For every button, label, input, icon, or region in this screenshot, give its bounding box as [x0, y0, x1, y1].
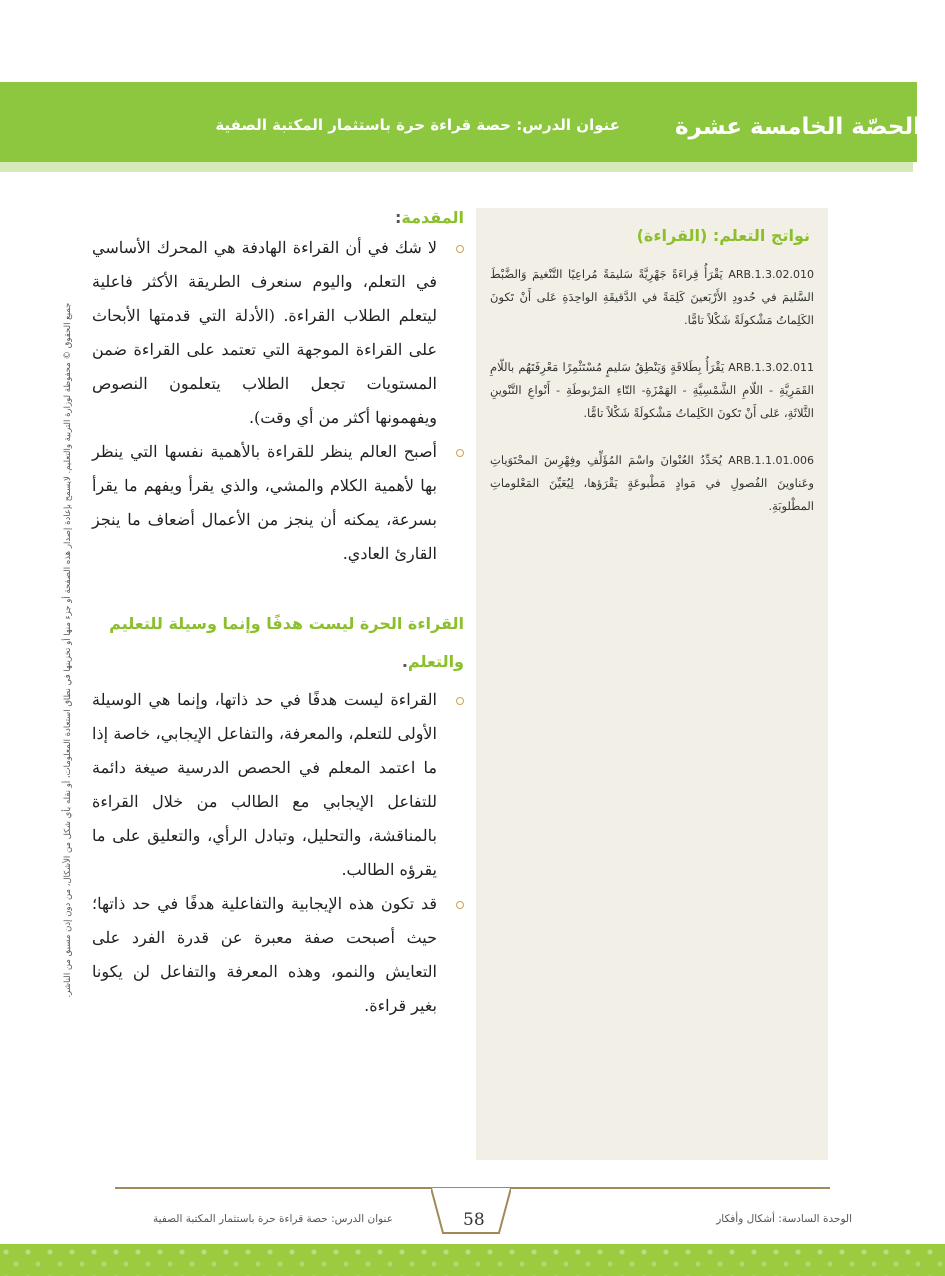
- lesson-number: الحصّة الخامسة عشرة: [674, 114, 921, 140]
- main-content: [92, 208, 464, 1023]
- section2-heading: [92, 605, 464, 681]
- intro-heading-punct: :: [395, 208, 402, 227]
- bullet-text: لا شك في أن القراءة الهادفة هي المحرك الأساسي في التعلم، واليوم سنعرف الطريقة الأكثر فاعلية ليتعلم الطلاب القراءة. (الأدلة التي قدمتها الأبحاث على القراءة الموجهة التي تعتمد على القراءة ضمن المستويات تجعل الطلاب يتعلمون النصوص ويفهمونها أكثر من أي وقت).: [92, 238, 437, 427]
- bullet-icon: [456, 449, 464, 457]
- outcome-code: ARB.1.3.02.010: [728, 268, 815, 281]
- outcome-code: ARB.1.3.02.011: [728, 361, 814, 374]
- bullet-text: أصبح العالم ينظر للقراءة بالأهمية نفسها التي ينظر بها لأهمية الكلام والمشي، والذي يقرأ ويفهم ما يقرأ بسرعة، يمكنه أن ينجز من الأعمال أضعاف ما ينجز القارئ العادي.: [92, 442, 437, 563]
- bullet-icon: [456, 697, 464, 705]
- outcome-item: [490, 449, 814, 518]
- outcome-code: ARB.1.1.01.006: [728, 454, 814, 467]
- bullet-text: القراءة ليست هدفًا في حد ذاتها، وإنما هي الوسيلة الأولى للتعلم، والمعرفة، والتفاعل الإيجابي، خاصة إذا ما اعتمد المعلم في الحصص الدرسية صيغة دائمة للتفاعل الإيجابي مع الطالب من خلال القراءة بالمناقشة، والتحليل، وتبادل الرأي، والتعليق على ما يقرؤه الطالب.: [92, 690, 437, 879]
- learning-outcomes-box: [476, 208, 828, 1160]
- outcome-text: يَقْرَأُ قِراءَةً جَهْرِيَّةً سَليمَةً مُراعِيًا التَّنْغيمَ وَالضَّبْطَ السَّليمَ في حُدودِ الأَرْبَعينَ كَلِمَةً في الدَّقيقَةِ الواحِدَةِ عَلى أَنْ تَكونَ الكَلِماتُ مَشْكولَةً شَكْلاً تامًّا.: [490, 267, 814, 327]
- outcome-item: [490, 263, 814, 332]
- bullet-icon: [456, 245, 464, 253]
- intro-heading-text: المقدمة: [401, 208, 464, 227]
- outcome-text: يُحَدِّدُ العُنْوانَ واسْمَ المُؤَلِّفِ وفِهْرِسَ المحْتَوَياتِ وعَناوينَ الفُصولِ في مَوادٍ مَطْبوعَةٍ يَقْرَؤها، لِيُعَيِّنَ المَعْلوماتِ المطْلوبَةِ.: [490, 453, 814, 513]
- section2-heading-text: القراءة الحرة ليست هدفًا وإنما وسيلة للتعليم والتعلم: [109, 614, 464, 671]
- footer-unit-title: الوحدة السادسة: أشكال وأفكار: [716, 1213, 852, 1225]
- intro-heading: [92, 208, 464, 227]
- learning-outcomes-title: نواتج التعلم: (القراءة): [636, 226, 810, 245]
- intro-bullets: [92, 231, 464, 571]
- list-item: [92, 887, 464, 1023]
- list-item: [92, 231, 464, 435]
- footer-lesson-title: عنوان الدرس: حصة قراءة حرة باستثمار المكتبة الصفية: [153, 1213, 393, 1225]
- section2-bullets: [92, 683, 464, 1023]
- bottom-decorative-band: [0, 1244, 945, 1276]
- copyright-notice: [58, 290, 78, 1010]
- outcome-text: يَقْرَأُ بِطَلاقَةٍ وَيَنْطِقُ سَليمٍ مُسْتَثْمِرًا مَعْرِفَتَهُم باللّامِ القَمَرِيَّةِ - اللّامِ الشَّمْسِيَّةِ - الهَمْزَةِ- التّاءِ المَرْبوطَةِ - أَنْواعِ التَّنْوينِ الثَّلاثَةِ، عَلى أَنْ تَكونَ الكَلِماتُ مَشْكولَةً شَكْلاً تامًّا.: [490, 360, 814, 420]
- list-item: [92, 435, 464, 571]
- section2-heading-punct: .: [401, 652, 408, 671]
- bullet-icon: [456, 901, 464, 909]
- copyright-text: جميع الحقوق © محفوظة لوزارة التربية والتعليم. لايسمح بإعادة إصدار هذه الصفحة أو جزء منها أو تخزينها في نطاق استعادة المعلومات، أو نقله بأي شكل من الأشكال، من دون إذن مسبق من الناشر.: [63, 302, 73, 998]
- outcome-item: [490, 356, 814, 425]
- page-number: 58: [463, 1210, 485, 1230]
- list-item: [92, 683, 464, 887]
- bullet-text: قد تكون هذه الإيجابية والتفاعلية هدفًا في حد ذاتها؛ حيث أصبحت صفة معبرة عن قدرة الفرد على التعايش والنمو، وهذه المعرفة والتفاعل لن يكونا بغير قراءة.: [92, 894, 437, 1015]
- lesson-title: عنوان الدرس: حصة قراءة حرة باستثمار المكتبة الصفية: [215, 116, 620, 134]
